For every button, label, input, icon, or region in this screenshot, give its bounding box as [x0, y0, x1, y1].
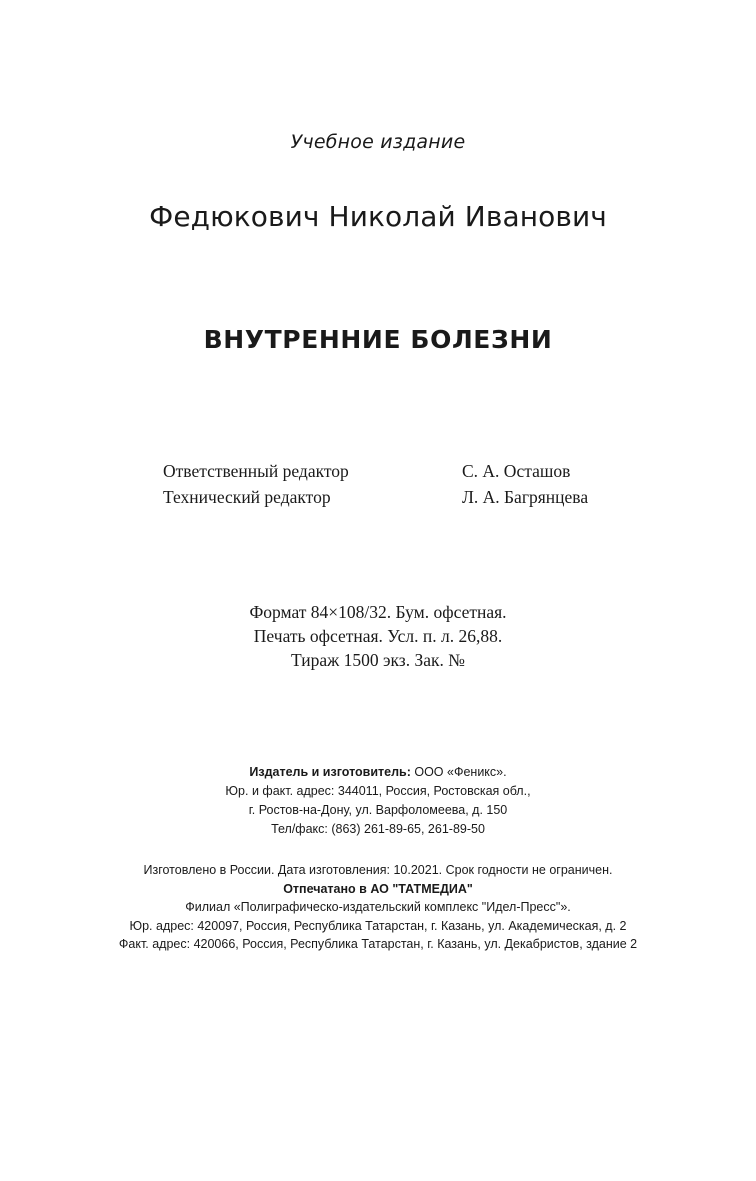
printed-by-line: Отпечатано в АО "ТАТМЕДИА" — [283, 881, 473, 896]
actual-address-line: Факт. адрес: 420066, Россия, Республика Татарстан, г. Казань, ул. Декабристов, здание 2 — [118, 937, 638, 951]
editors-block — [163, 458, 623, 510]
editor-name: С. А. Осташов — [462, 461, 571, 481]
publisher-line — [0, 763, 756, 782]
printing-info — [0, 600, 756, 672]
print-line: Печать офсетная. Усл. п. л. 26,88. — [253, 626, 503, 646]
publisher-phone: Тел/факс: (863) 261-89-65, 261-89-50 — [271, 822, 485, 836]
publisher-info — [0, 763, 756, 839]
manufacture-info — [0, 861, 756, 954]
editor-row-technical — [163, 484, 623, 510]
editor-row-responsible — [163, 458, 623, 484]
legal-address-line: Юр. адрес: 420097, Россия, Республика Татарстан, г. Казань, ул. Академическая, д. 2 — [129, 918, 627, 933]
publisher-address-line2: г. Ростов-на-Дону, ул. Варфоломеева, д. 150 — [248, 803, 508, 817]
publisher-address-line1: Юр. и факт. адрес: 344011, Россия, Ростовская обл., — [225, 784, 531, 798]
book-title: ВНУТРЕННИЕ БОЛЕЗНИ — [203, 325, 553, 354]
run-line: Тираж 1500 экз. Зак. № — [291, 650, 465, 670]
publisher-name: ООО «Феникс». — [410, 765, 507, 779]
format-line: Формат 84×108/32. Бум. офсетная. — [249, 602, 507, 622]
made-in-line: Изготовлено в России. Дата изготовления: 10.2021. Срок годности не ограничен. — [143, 863, 613, 877]
author-name: Федюкович Николай Иванович — [149, 200, 607, 233]
branch-line: Филиал «Полиграфическо-издательский комплекс "Идел-Пресс"». — [185, 900, 571, 914]
publisher-label: Издатель и изготовитель: — [249, 765, 411, 779]
editor-role: Ответственный редактор — [163, 461, 349, 481]
editor-name: Л. А. Багрянцева — [462, 487, 589, 507]
edition-type: Учебное издание — [290, 131, 466, 153]
editor-role: Технический редактор — [163, 487, 331, 507]
